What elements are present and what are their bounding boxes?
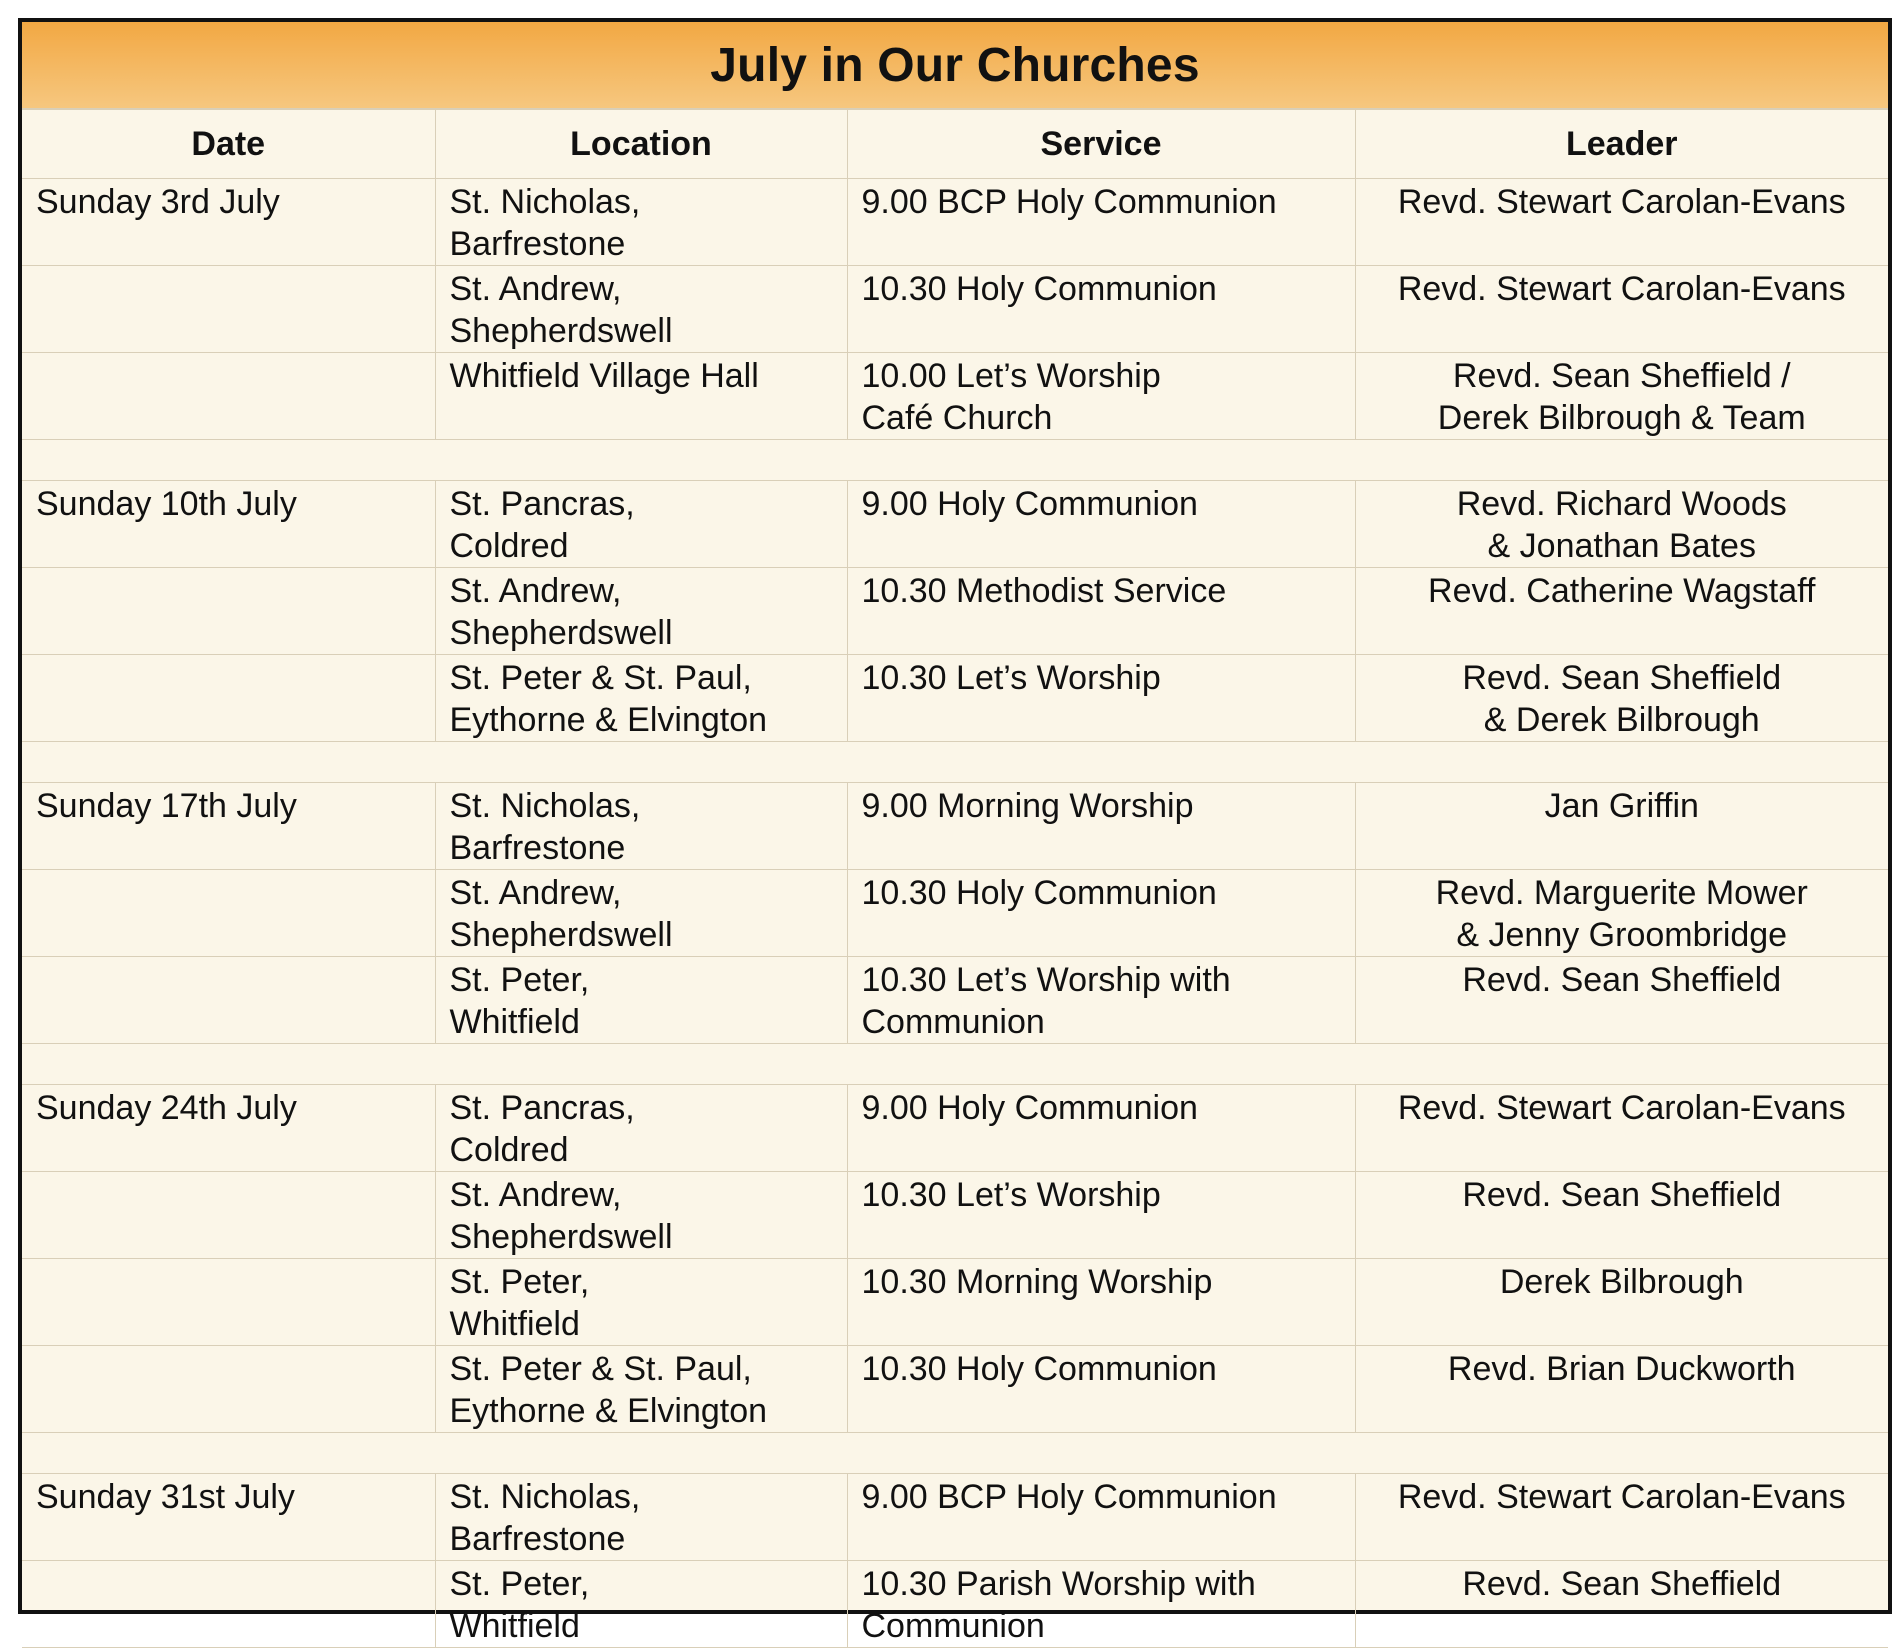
- location-cell: [435, 179, 847, 266]
- date-cell: [22, 266, 435, 353]
- service-line: 9.00 Holy Communion: [861, 1089, 1198, 1127]
- service-line: 10.30 Methodist Service: [861, 572, 1227, 610]
- table-row: [22, 353, 1888, 440]
- service-line: 9.00 Morning Worship: [861, 787, 1194, 825]
- schedule-frame: [18, 18, 1892, 1645]
- service-line: Café Church: [861, 399, 1053, 437]
- service-cell: [847, 870, 1355, 957]
- service-line: Communion: [861, 1003, 1045, 1041]
- table-row: [22, 783, 1888, 870]
- table-row: [22, 1085, 1888, 1172]
- location-line: St. Andrew,: [449, 874, 622, 912]
- service-line: 9.00 BCP Holy Communion: [861, 183, 1277, 221]
- service-cell: [847, 655, 1355, 742]
- location-line: St. Peter,: [449, 961, 590, 999]
- table-row: [22, 1474, 1888, 1561]
- location-cell: [435, 783, 847, 870]
- service-line: 10.30 Holy Communion: [861, 270, 1217, 308]
- service-cell: [847, 1172, 1355, 1259]
- leader-cell: [1355, 353, 1888, 440]
- table-row: [22, 1346, 1888, 1433]
- leader-line: Jan Griffin: [1544, 787, 1699, 825]
- leader-line: Revd. Stewart Carolan-Evans: [1397, 183, 1846, 221]
- week-separator: [22, 742, 1888, 783]
- header-row: [22, 110, 1888, 179]
- page-title: July in Our Churches: [710, 38, 1200, 92]
- date-cell: [22, 353, 435, 440]
- location-line: St. Peter & St. Paul,: [449, 659, 752, 697]
- service-line: 10.30 Morning Worship: [861, 1263, 1213, 1301]
- week-separator: [22, 1044, 1888, 1085]
- leader-cell: [1355, 1474, 1888, 1561]
- date-cell: [22, 783, 435, 870]
- service-cell: [847, 179, 1355, 266]
- service-date: Sunday 17th July: [36, 787, 297, 825]
- header-leader: Leader: [1355, 110, 1888, 179]
- service-line: 10.30 Holy Communion: [861, 1350, 1217, 1388]
- service-cell: [847, 481, 1355, 568]
- location-line: St. Peter,: [449, 1565, 590, 1603]
- location-line: Eythorne & Elvington: [449, 701, 768, 739]
- leader-line: Derek Bilbrough & Team: [1437, 399, 1806, 437]
- location-line: Shepherdswell: [449, 1218, 673, 1256]
- location-line: Whitfield: [449, 1607, 580, 1645]
- leader-cell: [1355, 1346, 1888, 1433]
- date-cell: [22, 655, 435, 742]
- location-line: Shepherdswell: [449, 916, 673, 954]
- date-cell: [22, 568, 435, 655]
- week-separator: [22, 1433, 1888, 1474]
- location-cell: [435, 870, 847, 957]
- location-line: Coldred: [449, 1131, 569, 1169]
- leader-line: Revd. Stewart Carolan-Evans: [1397, 1478, 1846, 1516]
- table-row: [22, 179, 1888, 266]
- service-line: 10.30 Parish Worship with: [861, 1565, 1256, 1603]
- leader-cell: [1355, 481, 1888, 568]
- service-date: Sunday 24th July: [36, 1089, 297, 1127]
- table-row: [22, 568, 1888, 655]
- leader-line: & Jonathan Bates: [1487, 527, 1756, 565]
- table-row: [22, 870, 1888, 957]
- separator-cell: [22, 742, 1888, 783]
- date-cell: [22, 1561, 435, 1648]
- location-line: Barfrestone: [449, 1520, 626, 1558]
- header-location: Location: [435, 110, 847, 179]
- separator-cell: [22, 1433, 1888, 1474]
- location-line: St. Nicholas,: [449, 1478, 641, 1516]
- location-line: St. Andrew,: [449, 270, 622, 308]
- leader-line: Revd. Brian Duckworth: [1447, 1350, 1796, 1388]
- location-line: Eythorne & Elvington: [449, 1392, 768, 1430]
- leader-line: Revd. Catherine Wagstaff: [1428, 572, 1816, 610]
- table-row: [22, 266, 1888, 353]
- leader-cell: [1355, 1172, 1888, 1259]
- location-line: St. Peter & St. Paul,: [449, 1350, 752, 1388]
- table-row: [22, 957, 1888, 1044]
- date-cell: [22, 1474, 435, 1561]
- header-service: Service: [847, 110, 1355, 179]
- service-cell: [847, 1085, 1355, 1172]
- date-cell: [22, 957, 435, 1044]
- date-cell: [22, 179, 435, 266]
- schedule-body: [22, 179, 1888, 1648]
- leader-line: Revd. Sean Sheffield: [1462, 961, 1782, 999]
- location-line: Shepherdswell: [449, 312, 673, 350]
- service-date: Sunday 31st July: [36, 1478, 295, 1516]
- service-line: 10.30 Let’s Worship: [861, 659, 1161, 697]
- service-cell: [847, 1474, 1355, 1561]
- service-cell: [847, 266, 1355, 353]
- service-line: 9.00 Holy Communion: [861, 485, 1198, 523]
- leader-cell: [1355, 655, 1888, 742]
- location-line: St. Nicholas,: [449, 183, 641, 221]
- services-table: [22, 109, 1888, 1648]
- location-cell: [435, 568, 847, 655]
- location-cell: [435, 266, 847, 353]
- table-row: [22, 1259, 1888, 1346]
- location-cell: [435, 1561, 847, 1648]
- leader-line: & Derek Bilbrough: [1483, 701, 1760, 739]
- leader-cell: [1355, 1561, 1888, 1648]
- separator-cell: [22, 1044, 1888, 1085]
- service-line: 10.30 Let’s Worship with: [861, 961, 1231, 999]
- leader-line: Revd. Stewart Carolan-Evans: [1397, 1089, 1846, 1127]
- leader-cell: [1355, 1259, 1888, 1346]
- leader-cell: [1355, 957, 1888, 1044]
- leader-cell: [1355, 1085, 1888, 1172]
- location-line: Whitfield Village Hall: [449, 357, 759, 395]
- title-bar: [22, 22, 1888, 109]
- date-cell: [22, 1346, 435, 1433]
- service-cell: [847, 353, 1355, 440]
- table-row: [22, 655, 1888, 742]
- location-line: Barfrestone: [449, 829, 626, 867]
- location-cell: [435, 655, 847, 742]
- service-cell: [847, 783, 1355, 870]
- service-line: 9.00 BCP Holy Communion: [861, 1478, 1277, 1516]
- date-cell: [22, 481, 435, 568]
- service-cell: [847, 568, 1355, 655]
- location-line: Barfrestone: [449, 225, 626, 263]
- leader-line: Revd. Sean Sheffield /: [1452, 357, 1791, 395]
- service-line: 10.30 Holy Communion: [861, 874, 1217, 912]
- location-line: Coldred: [449, 527, 569, 565]
- location-line: Whitfield: [449, 1305, 580, 1343]
- location-cell: [435, 1259, 847, 1346]
- date-cell: [22, 1259, 435, 1346]
- location-cell: [435, 1346, 847, 1433]
- location-cell: [435, 957, 847, 1044]
- location-line: St. Andrew,: [449, 1176, 622, 1214]
- leader-line: Revd. Stewart Carolan-Evans: [1397, 270, 1846, 308]
- date-cell: [22, 870, 435, 957]
- service-date: Sunday 10th July: [36, 485, 297, 523]
- location-cell: [435, 353, 847, 440]
- table-row: [22, 1561, 1888, 1648]
- location-line: St. Pancras,: [449, 1089, 635, 1127]
- service-cell: [847, 1346, 1355, 1433]
- date-cell: [22, 1172, 435, 1259]
- leader-line: Derek Bilbrough: [1499, 1263, 1744, 1301]
- leader-cell: [1355, 179, 1888, 266]
- date-cell: [22, 1085, 435, 1172]
- service-line: 10.00 Let’s Worship: [861, 357, 1161, 395]
- location-line: St. Nicholas,: [449, 787, 641, 825]
- location-cell: [435, 1085, 847, 1172]
- service-date: Sunday 3rd July: [36, 183, 280, 221]
- location-line: St. Andrew,: [449, 572, 622, 610]
- week-separator: [22, 440, 1888, 481]
- service-cell: [847, 1561, 1355, 1648]
- header-date: Date: [22, 110, 435, 179]
- service-line: 10.30 Let’s Worship: [861, 1176, 1161, 1214]
- leader-cell: [1355, 568, 1888, 655]
- leader-line: & Jenny Groombridge: [1456, 916, 1788, 954]
- location-line: Shepherdswell: [449, 614, 673, 652]
- table-row: [22, 481, 1888, 568]
- service-cell: [847, 957, 1355, 1044]
- location-cell: [435, 1172, 847, 1259]
- location-line: St. Peter,: [449, 1263, 590, 1301]
- table-row: [22, 1172, 1888, 1259]
- separator-cell: [22, 440, 1888, 481]
- location-line: St. Pancras,: [449, 485, 635, 523]
- leader-cell: [1355, 870, 1888, 957]
- leader-line: Revd. Richard Woods: [1456, 485, 1787, 523]
- leader-cell: [1355, 266, 1888, 353]
- location-line: Whitfield: [449, 1003, 580, 1041]
- service-cell: [847, 1259, 1355, 1346]
- leader-line: Revd. Marguerite Mower: [1435, 874, 1808, 912]
- service-line: Communion: [861, 1607, 1045, 1645]
- location-cell: [435, 481, 847, 568]
- location-cell: [435, 1474, 847, 1561]
- leader-line: Revd. Sean Sheffield: [1462, 659, 1782, 697]
- leader-line: Revd. Sean Sheffield: [1462, 1565, 1782, 1603]
- leader-cell: [1355, 783, 1888, 870]
- leader-line: Revd. Sean Sheffield: [1462, 1176, 1782, 1214]
